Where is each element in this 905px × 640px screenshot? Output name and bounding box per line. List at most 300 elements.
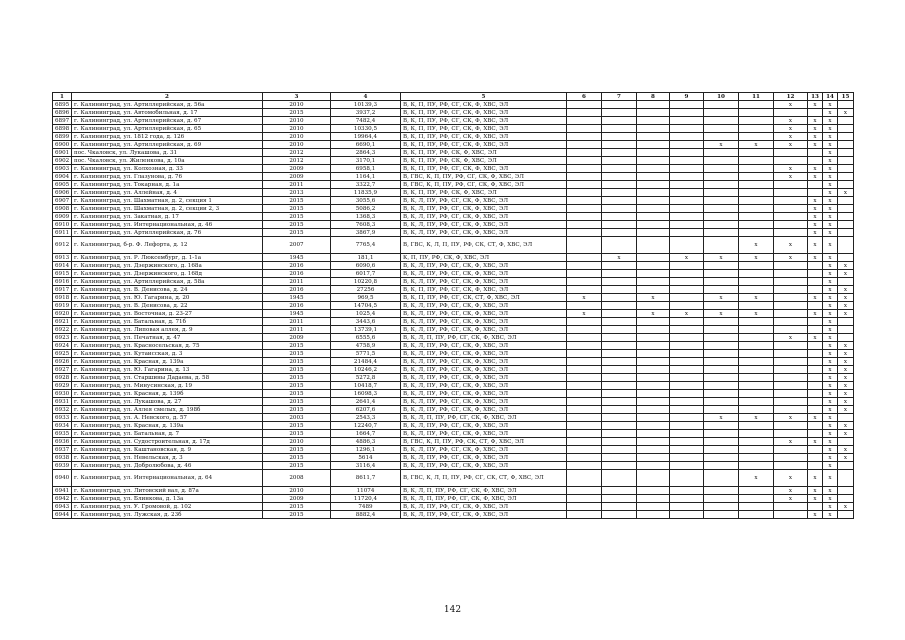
mark-cell-col-14: x <box>823 101 838 109</box>
mark-cell-col-10 <box>704 398 739 406</box>
works-cell: В, К, Л, ПУ, РФ, СГ, СК, Ф, ХВС, ЭЛ <box>401 302 567 310</box>
mark-cell-col-10 <box>704 334 739 342</box>
mark-cell-col-14: x <box>823 109 838 117</box>
mark-cell-col-8 <box>637 318 670 326</box>
works-cell: В, К, Л, П, ПУ, РФ, СГ, СК, Ф, ХВС, ЭЛ <box>401 414 567 422</box>
year-cell: 2015 <box>263 342 331 350</box>
mark-cell-col-6 <box>567 221 602 229</box>
mark-cell-col-8 <box>637 342 670 350</box>
mark-cell-col-12 <box>774 398 808 406</box>
mark-cell-col-10 <box>704 270 739 278</box>
mark-cell-col-12 <box>774 462 808 470</box>
works-cell: К, П, ПУ, РФ, СК, Ф, ХВС, ЭЛ <box>401 254 567 262</box>
column-header: 11 <box>739 93 774 101</box>
mark-cell-col-14: x <box>823 326 838 334</box>
address-cell: г. Калининград, ул. Артиллерийская, д. 69 <box>72 141 263 149</box>
area-cell: 7489 <box>331 503 401 511</box>
year-cell: 2011 <box>263 318 331 326</box>
mark-cell-col-11 <box>739 462 774 470</box>
mark-cell-col-10 <box>704 430 739 438</box>
column-header: 13 <box>808 93 823 101</box>
mark-cell-col-9 <box>670 141 704 149</box>
mark-cell-col-10 <box>704 149 739 157</box>
mark-cell-col-9 <box>670 414 704 422</box>
table-row <box>53 446 854 454</box>
works-cell: В, К, Л, ПУ, РФ, СГ, СК, Ф, ХВС, ЭЛ <box>401 270 567 278</box>
mark-cell-col-15: x <box>838 406 854 414</box>
address-cell: г. Калининград, ул. Литовский вал, д. 87а <box>72 487 263 495</box>
mark-cell-col-13: x <box>808 165 823 173</box>
mark-cell-col-12 <box>774 503 808 511</box>
row-id-cell: 6931 <box>53 398 72 406</box>
mark-cell-col-11 <box>739 101 774 109</box>
address-cell: г. Калининград, ул. Невельская, д. 3 <box>72 454 263 462</box>
mark-cell-col-8 <box>637 495 670 503</box>
table-row <box>53 414 854 422</box>
works-cell: В, К, П, ПУ, РФ, СГ, СК, Ф, ХВС, ЭЛ <box>401 117 567 125</box>
mark-cell-col-14: x <box>823 221 838 229</box>
mark-cell-col-12 <box>774 406 808 414</box>
mark-cell-col-7 <box>602 141 637 149</box>
mark-cell-col-9 <box>670 286 704 294</box>
mark-cell-col-9 <box>670 382 704 390</box>
mark-cell-col-11 <box>739 165 774 173</box>
mark-cell-col-11 <box>739 181 774 189</box>
column-header: 15 <box>838 93 854 101</box>
mark-cell-col-6 <box>567 318 602 326</box>
year-cell: 2008 <box>263 470 331 487</box>
works-cell: В, К, П, ПУ, РФ, СГ, СК, Ф, ХВС, ЭЛ <box>401 133 567 141</box>
mark-cell-col-6 <box>567 438 602 446</box>
mark-cell-col-7 <box>602 430 637 438</box>
mark-cell-col-12 <box>774 221 808 229</box>
mark-cell-col-13 <box>808 430 823 438</box>
works-cell: В, К, П, ПУ, РФ, СК, Ф, ХВС, ЭЛ <box>401 149 567 157</box>
mark-cell-col-11 <box>739 278 774 286</box>
mark-cell-col-14: x <box>823 270 838 278</box>
mark-cell-col-14: x <box>823 487 838 495</box>
works-cell: В, К, Л, ПУ, РФ, СГ, СК, Ф, ХВС, ЭЛ <box>401 503 567 511</box>
mark-cell-col-13 <box>808 109 823 117</box>
table-row <box>53 454 854 462</box>
mark-cell-col-6 <box>567 358 602 366</box>
area-cell: 2543,3 <box>331 414 401 422</box>
mark-cell-col-7 <box>602 133 637 141</box>
address-cell: г. Калининград, ул. Батальная, д. 71б <box>72 318 263 326</box>
mark-cell-col-8 <box>637 390 670 398</box>
mark-cell-col-14: x <box>823 438 838 446</box>
mark-cell-col-11: x <box>739 414 774 422</box>
mark-cell-col-6 <box>567 390 602 398</box>
mark-cell-col-11: x <box>739 294 774 302</box>
area-cell: 19964,4 <box>331 133 401 141</box>
area-cell: 5272,8 <box>331 374 401 382</box>
mark-cell-col-7 <box>602 495 637 503</box>
works-cell: В, К, Л, ПУ, РФ, СГ, СК, Ф, ХВС, ЭЛ <box>401 430 567 438</box>
mark-cell-col-14: x <box>823 390 838 398</box>
mark-cell-col-7 <box>602 294 637 302</box>
mark-cell-col-9 <box>670 350 704 358</box>
mark-cell-col-14: x <box>823 197 838 205</box>
mark-cell-col-8 <box>637 487 670 495</box>
mark-cell-col-14: x <box>823 286 838 294</box>
year-cell: 2015 <box>263 406 331 414</box>
address-cell: г. Калининград, ул. Старшины Дадаева, д. 58 <box>72 374 263 382</box>
mark-cell-col-8: x <box>637 294 670 302</box>
mark-cell-col-15 <box>838 318 854 326</box>
area-cell: 8611,7 <box>331 470 401 487</box>
table-row <box>53 229 854 237</box>
address-cell: г. Калининград, ул. Судостроительная, д. 17д <box>72 438 263 446</box>
mark-cell-col-10 <box>704 454 739 462</box>
mark-cell-col-13 <box>808 262 823 270</box>
year-cell: 2011 <box>263 326 331 334</box>
mark-cell-col-8 <box>637 173 670 181</box>
mark-cell-col-7 <box>602 470 637 487</box>
mark-cell-col-8 <box>637 326 670 334</box>
mark-cell-col-15: x <box>838 454 854 462</box>
mark-cell-col-13 <box>808 286 823 294</box>
row-id-cell: 6937 <box>53 446 72 454</box>
mark-cell-col-6 <box>567 302 602 310</box>
address-cell: г. Калининград, ул. У. Громовой, д. 102 <box>72 503 263 511</box>
mark-cell-col-14: x <box>823 213 838 221</box>
mark-cell-col-14: x <box>823 358 838 366</box>
area-cell: 10246,2 <box>331 366 401 374</box>
mark-cell-col-8 <box>637 398 670 406</box>
row-id-cell: 6913 <box>53 254 72 262</box>
mark-cell-col-6 <box>567 366 602 374</box>
mark-cell-col-15 <box>838 157 854 165</box>
mark-cell-col-6 <box>567 374 602 382</box>
mark-cell-col-15 <box>838 205 854 213</box>
mark-cell-col-14: x <box>823 117 838 125</box>
mark-cell-col-9 <box>670 133 704 141</box>
mark-cell-col-6 <box>567 382 602 390</box>
mark-cell-col-10 <box>704 278 739 286</box>
mark-cell-col-11 <box>739 189 774 197</box>
mark-cell-col-14: x <box>823 302 838 310</box>
year-cell: 2010 <box>263 117 331 125</box>
mark-cell-col-14: x <box>823 141 838 149</box>
row-id-cell: 6901 <box>53 149 72 157</box>
mark-cell-col-13: x <box>808 133 823 141</box>
mark-cell-col-15: x <box>838 189 854 197</box>
row-id-cell: 6909 <box>53 213 72 221</box>
row-id-cell: 6940 <box>53 470 72 487</box>
works-cell: В, К, П, ПУ, РФ, СК, Ф, ХВС, ЭЛ <box>401 157 567 165</box>
works-cell: В, К, Л, ПУ, РФ, СГ, СК, Ф, ХВС, ЭЛ <box>401 398 567 406</box>
table-row <box>53 221 854 229</box>
mark-cell-col-7 <box>602 334 637 342</box>
mark-cell-col-8 <box>637 117 670 125</box>
year-cell: 2015 <box>263 390 331 398</box>
address-cell: г. Калининград, ул. Печатная, д. 47 <box>72 334 263 342</box>
mark-cell-col-13: x <box>808 101 823 109</box>
area-cell: 10418,7 <box>331 382 401 390</box>
year-cell: 2015 <box>263 350 331 358</box>
works-cell: В, К, Л, ПУ, РФ, СГ, СК, Ф, ХВС, ЭЛ <box>401 350 567 358</box>
works-cell: В, К, Л, ПУ, РФ, СГ, СК, Ф, ХВС, ЭЛ <box>401 462 567 470</box>
mark-cell-col-9 <box>670 503 704 511</box>
mark-cell-col-10 <box>704 117 739 125</box>
mark-cell-col-10: x <box>704 254 739 262</box>
address-cell: г. Калининград, ул. Красная, д. 139б <box>72 390 263 398</box>
mark-cell-col-14: x <box>823 318 838 326</box>
address-cell: пос. Чкаловск, ул. Жиленкова, д. 10а <box>72 157 263 165</box>
mark-cell-col-9 <box>670 430 704 438</box>
row-id-cell: 6900 <box>53 141 72 149</box>
row-id-cell: 6929 <box>53 382 72 390</box>
mark-cell-col-13 <box>808 149 823 157</box>
mark-cell-col-7 <box>602 374 637 382</box>
mark-cell-col-6 <box>567 278 602 286</box>
year-cell: 2010 <box>263 487 331 495</box>
table-row <box>53 101 854 109</box>
mark-cell-col-14: x <box>823 342 838 350</box>
mark-cell-col-14: x <box>823 334 838 342</box>
mark-cell-col-8 <box>637 125 670 133</box>
mark-cell-col-10 <box>704 503 739 511</box>
works-cell: В, К, Л, П, ПУ, РФ, СГ, СК, Ф, ХВС, ЭЛ <box>401 334 567 342</box>
row-id-cell: 6919 <box>53 302 72 310</box>
mark-cell-col-12 <box>774 302 808 310</box>
table-row <box>53 165 854 173</box>
mark-cell-col-6 <box>567 149 602 157</box>
mark-cell-col-13: x <box>808 221 823 229</box>
area-cell: 3867,9 <box>331 229 401 237</box>
mark-cell-col-8 <box>637 470 670 487</box>
works-cell: В, ГВС, К, П, ПУ, РФ, СК, СТ, Ф, ХВС, ЭЛ <box>401 438 567 446</box>
address-cell: г. Калининград, ул. Глазунова, д. 76 <box>72 173 263 181</box>
mark-cell-col-15 <box>838 511 854 519</box>
table-row <box>53 157 854 165</box>
mark-cell-col-8 <box>637 157 670 165</box>
area-cell: 181,1 <box>331 254 401 262</box>
works-cell: В, К, П, ПУ, РФ, СГ, СК, Ф, ХВС, ЭЛ <box>401 125 567 133</box>
address-cell: г. Калининград, ул. Артиллерийская, д. 65 <box>72 125 263 133</box>
table-row <box>53 141 854 149</box>
address-cell: г. Калининград, ул. Артиллерийская, д. 58а <box>72 278 263 286</box>
mark-cell-col-6 <box>567 326 602 334</box>
mark-cell-col-6 <box>567 262 602 270</box>
mark-cell-col-8 <box>637 237 670 254</box>
mark-cell-col-15 <box>838 495 854 503</box>
area-cell: 3443,6 <box>331 318 401 326</box>
mark-cell-col-14: x <box>823 278 838 286</box>
mark-cell-col-7 <box>602 438 637 446</box>
area-cell: 969,5 <box>331 294 401 302</box>
area-cell: 14704,5 <box>331 302 401 310</box>
address-cell: г. Калининград, ул. Дзержинского, д. 168д <box>72 270 263 278</box>
table-row <box>53 278 854 286</box>
works-cell: В, К, Л, ПУ, РФ, СГ, СК, Ф, ХВС, ЭЛ <box>401 358 567 366</box>
mark-cell-col-9 <box>670 398 704 406</box>
row-id-cell: 6920 <box>53 310 72 318</box>
column-header: 5 <box>401 93 567 101</box>
mark-cell-col-8 <box>637 165 670 173</box>
mark-cell-col-9 <box>670 213 704 221</box>
mark-cell-col-14: x <box>823 470 838 487</box>
address-cell: г. Калининград, ул. Ю. Гагарина, д. 13 <box>72 366 263 374</box>
mark-cell-col-13: x <box>808 254 823 262</box>
works-cell: В, К, Л, П, ПУ, РФ, СГ, СК, Ф, ХВС, ЭЛ <box>401 495 567 503</box>
address-cell: г. Калининград, ул. Каштановская, д. 9 <box>72 446 263 454</box>
mark-cell-col-15 <box>838 141 854 149</box>
mark-cell-col-6 <box>567 495 602 503</box>
address-cell: г. Калининград, ул. Красносельская, д. 75 <box>72 342 263 350</box>
mark-cell-col-13 <box>808 374 823 382</box>
works-cell: В, К, Л, ПУ, РФ, СГ, СК, Ф, ХВС, ЭЛ <box>401 213 567 221</box>
mark-cell-col-14: x <box>823 503 838 511</box>
mark-cell-col-14: x <box>823 495 838 503</box>
year-cell: 2009 <box>263 495 331 503</box>
area-cell: 6017,7 <box>331 270 401 278</box>
mark-cell-col-7 <box>602 221 637 229</box>
column-header: 1 <box>53 93 72 101</box>
mark-cell-col-7 <box>602 181 637 189</box>
year-cell: 2015 <box>263 358 331 366</box>
mark-cell-col-7 <box>602 310 637 318</box>
mark-cell-col-13: x <box>808 229 823 237</box>
table-row <box>53 406 854 414</box>
mark-cell-col-9 <box>670 229 704 237</box>
mark-cell-col-7 <box>602 406 637 414</box>
mark-cell-col-8 <box>637 109 670 117</box>
table-row <box>53 189 854 197</box>
row-id-cell: 6899 <box>53 133 72 141</box>
mark-cell-col-13: x <box>808 213 823 221</box>
mark-cell-col-10 <box>704 205 739 213</box>
mark-cell-col-8 <box>637 262 670 270</box>
mark-cell-col-13: x <box>808 294 823 302</box>
mark-cell-col-13: x <box>808 205 823 213</box>
year-cell: 2009 <box>263 165 331 173</box>
mark-cell-col-11 <box>739 109 774 117</box>
mark-cell-col-9 <box>670 125 704 133</box>
address-cell: г. Калининград, ул. А. Невского, д. 57 <box>72 414 263 422</box>
area-cell: 1296,1 <box>331 446 401 454</box>
row-id-cell: 6907 <box>53 197 72 205</box>
mark-cell-col-9 <box>670 374 704 382</box>
mark-cell-col-13: x <box>808 141 823 149</box>
mark-cell-col-6 <box>567 422 602 430</box>
area-cell: 12240,7 <box>331 422 401 430</box>
mark-cell-col-10 <box>704 109 739 117</box>
mark-cell-col-13: x <box>808 511 823 519</box>
mark-cell-col-11 <box>739 334 774 342</box>
mark-cell-col-13 <box>808 189 823 197</box>
mark-cell-col-12: x <box>774 101 808 109</box>
table-row <box>53 237 854 254</box>
mark-cell-col-9 <box>670 181 704 189</box>
year-cell: 2016 <box>263 270 331 278</box>
mark-cell-col-13: x <box>808 310 823 318</box>
table-row <box>53 350 854 358</box>
mark-cell-col-8 <box>637 149 670 157</box>
address-cell: г. Калининград, ул. Колхозная, д. 33 <box>72 165 263 173</box>
mark-cell-col-6 <box>567 229 602 237</box>
mark-cell-col-15 <box>838 438 854 446</box>
mark-cell-col-8 <box>637 189 670 197</box>
mark-cell-col-14: x <box>823 398 838 406</box>
mark-cell-col-7 <box>602 157 637 165</box>
works-cell: В, К, Л, ПУ, РФ, СГ, СК, Ф, ХВС, ЭЛ <box>401 454 567 462</box>
mark-cell-col-15: x <box>838 430 854 438</box>
mark-cell-col-10 <box>704 350 739 358</box>
mark-cell-col-6 <box>567 462 602 470</box>
year-cell: 2015 <box>263 221 331 229</box>
table-row <box>53 430 854 438</box>
mark-cell-col-15 <box>838 334 854 342</box>
year-cell: 2015 <box>263 503 331 511</box>
year-cell: 2010 <box>263 133 331 141</box>
mark-cell-col-10 <box>704 237 739 254</box>
mark-cell-col-8 <box>637 278 670 286</box>
table-header-row <box>53 93 854 101</box>
address-cell: г. Калининград, ул. Красная, д. 139а <box>72 422 263 430</box>
table-row <box>53 366 854 374</box>
mark-cell-col-11 <box>739 430 774 438</box>
mark-cell-col-12: x <box>774 414 808 422</box>
mark-cell-col-15 <box>838 254 854 262</box>
mark-cell-col-7 <box>602 422 637 430</box>
works-cell: В, К, Л, ПУ, РФ, СГ, СК, Ф, ХВС, ЭЛ <box>401 366 567 374</box>
row-id-cell: 6942 <box>53 495 72 503</box>
mark-cell-col-11 <box>739 318 774 326</box>
mark-cell-col-11 <box>739 382 774 390</box>
mark-cell-col-11 <box>739 326 774 334</box>
mark-cell-col-10 <box>704 125 739 133</box>
mark-cell-col-7 <box>602 165 637 173</box>
mark-cell-col-12: x <box>774 487 808 495</box>
table-row <box>53 117 854 125</box>
mark-cell-col-15 <box>838 470 854 487</box>
mark-cell-col-13 <box>808 462 823 470</box>
mark-cell-col-6 <box>567 334 602 342</box>
address-cell: г. Калининград, ул. Шахматная, д. 2, секция 1 <box>72 197 263 205</box>
mark-cell-col-15: x <box>838 503 854 511</box>
mark-cell-col-11 <box>739 197 774 205</box>
address-cell: г. Калининград, ул. Р. Люксембург, д. 1-1а <box>72 254 263 262</box>
address-cell: г. Калининград, ул. Шахматная, д. 2, секции 2, 3 <box>72 205 263 213</box>
mark-cell-col-15: x <box>838 350 854 358</box>
mark-cell-col-11 <box>739 221 774 229</box>
mark-cell-col-15: x <box>838 446 854 454</box>
table-row <box>53 470 854 487</box>
mark-cell-col-6: x <box>567 310 602 318</box>
area-cell: 11074 <box>331 487 401 495</box>
area-cell: 3322,7 <box>331 181 401 189</box>
mark-cell-col-11 <box>739 229 774 237</box>
mark-cell-col-8 <box>637 286 670 294</box>
row-id-cell: 6941 <box>53 487 72 495</box>
works-cell: В, К, Л, ПУ, РФ, СГ, СК, Ф, ХВС, ЭЛ <box>401 422 567 430</box>
mark-cell-col-9 <box>670 189 704 197</box>
column-header: 10 <box>704 93 739 101</box>
row-id-cell: 6924 <box>53 342 72 350</box>
mark-cell-col-14: x <box>823 229 838 237</box>
mark-cell-col-12 <box>774 310 808 318</box>
mark-cell-col-8 <box>637 181 670 189</box>
mark-cell-col-14: x <box>823 454 838 462</box>
mark-cell-col-7 <box>602 366 637 374</box>
works-registry-table <box>52 92 854 519</box>
mark-cell-col-8 <box>637 438 670 446</box>
row-id-cell: 6911 <box>53 229 72 237</box>
works-cell: В, К, П, ПУ, РФ, СГ, СК, СТ, Ф, ХВС, ЭЛ <box>401 294 567 302</box>
mark-cell-col-12 <box>774 197 808 205</box>
